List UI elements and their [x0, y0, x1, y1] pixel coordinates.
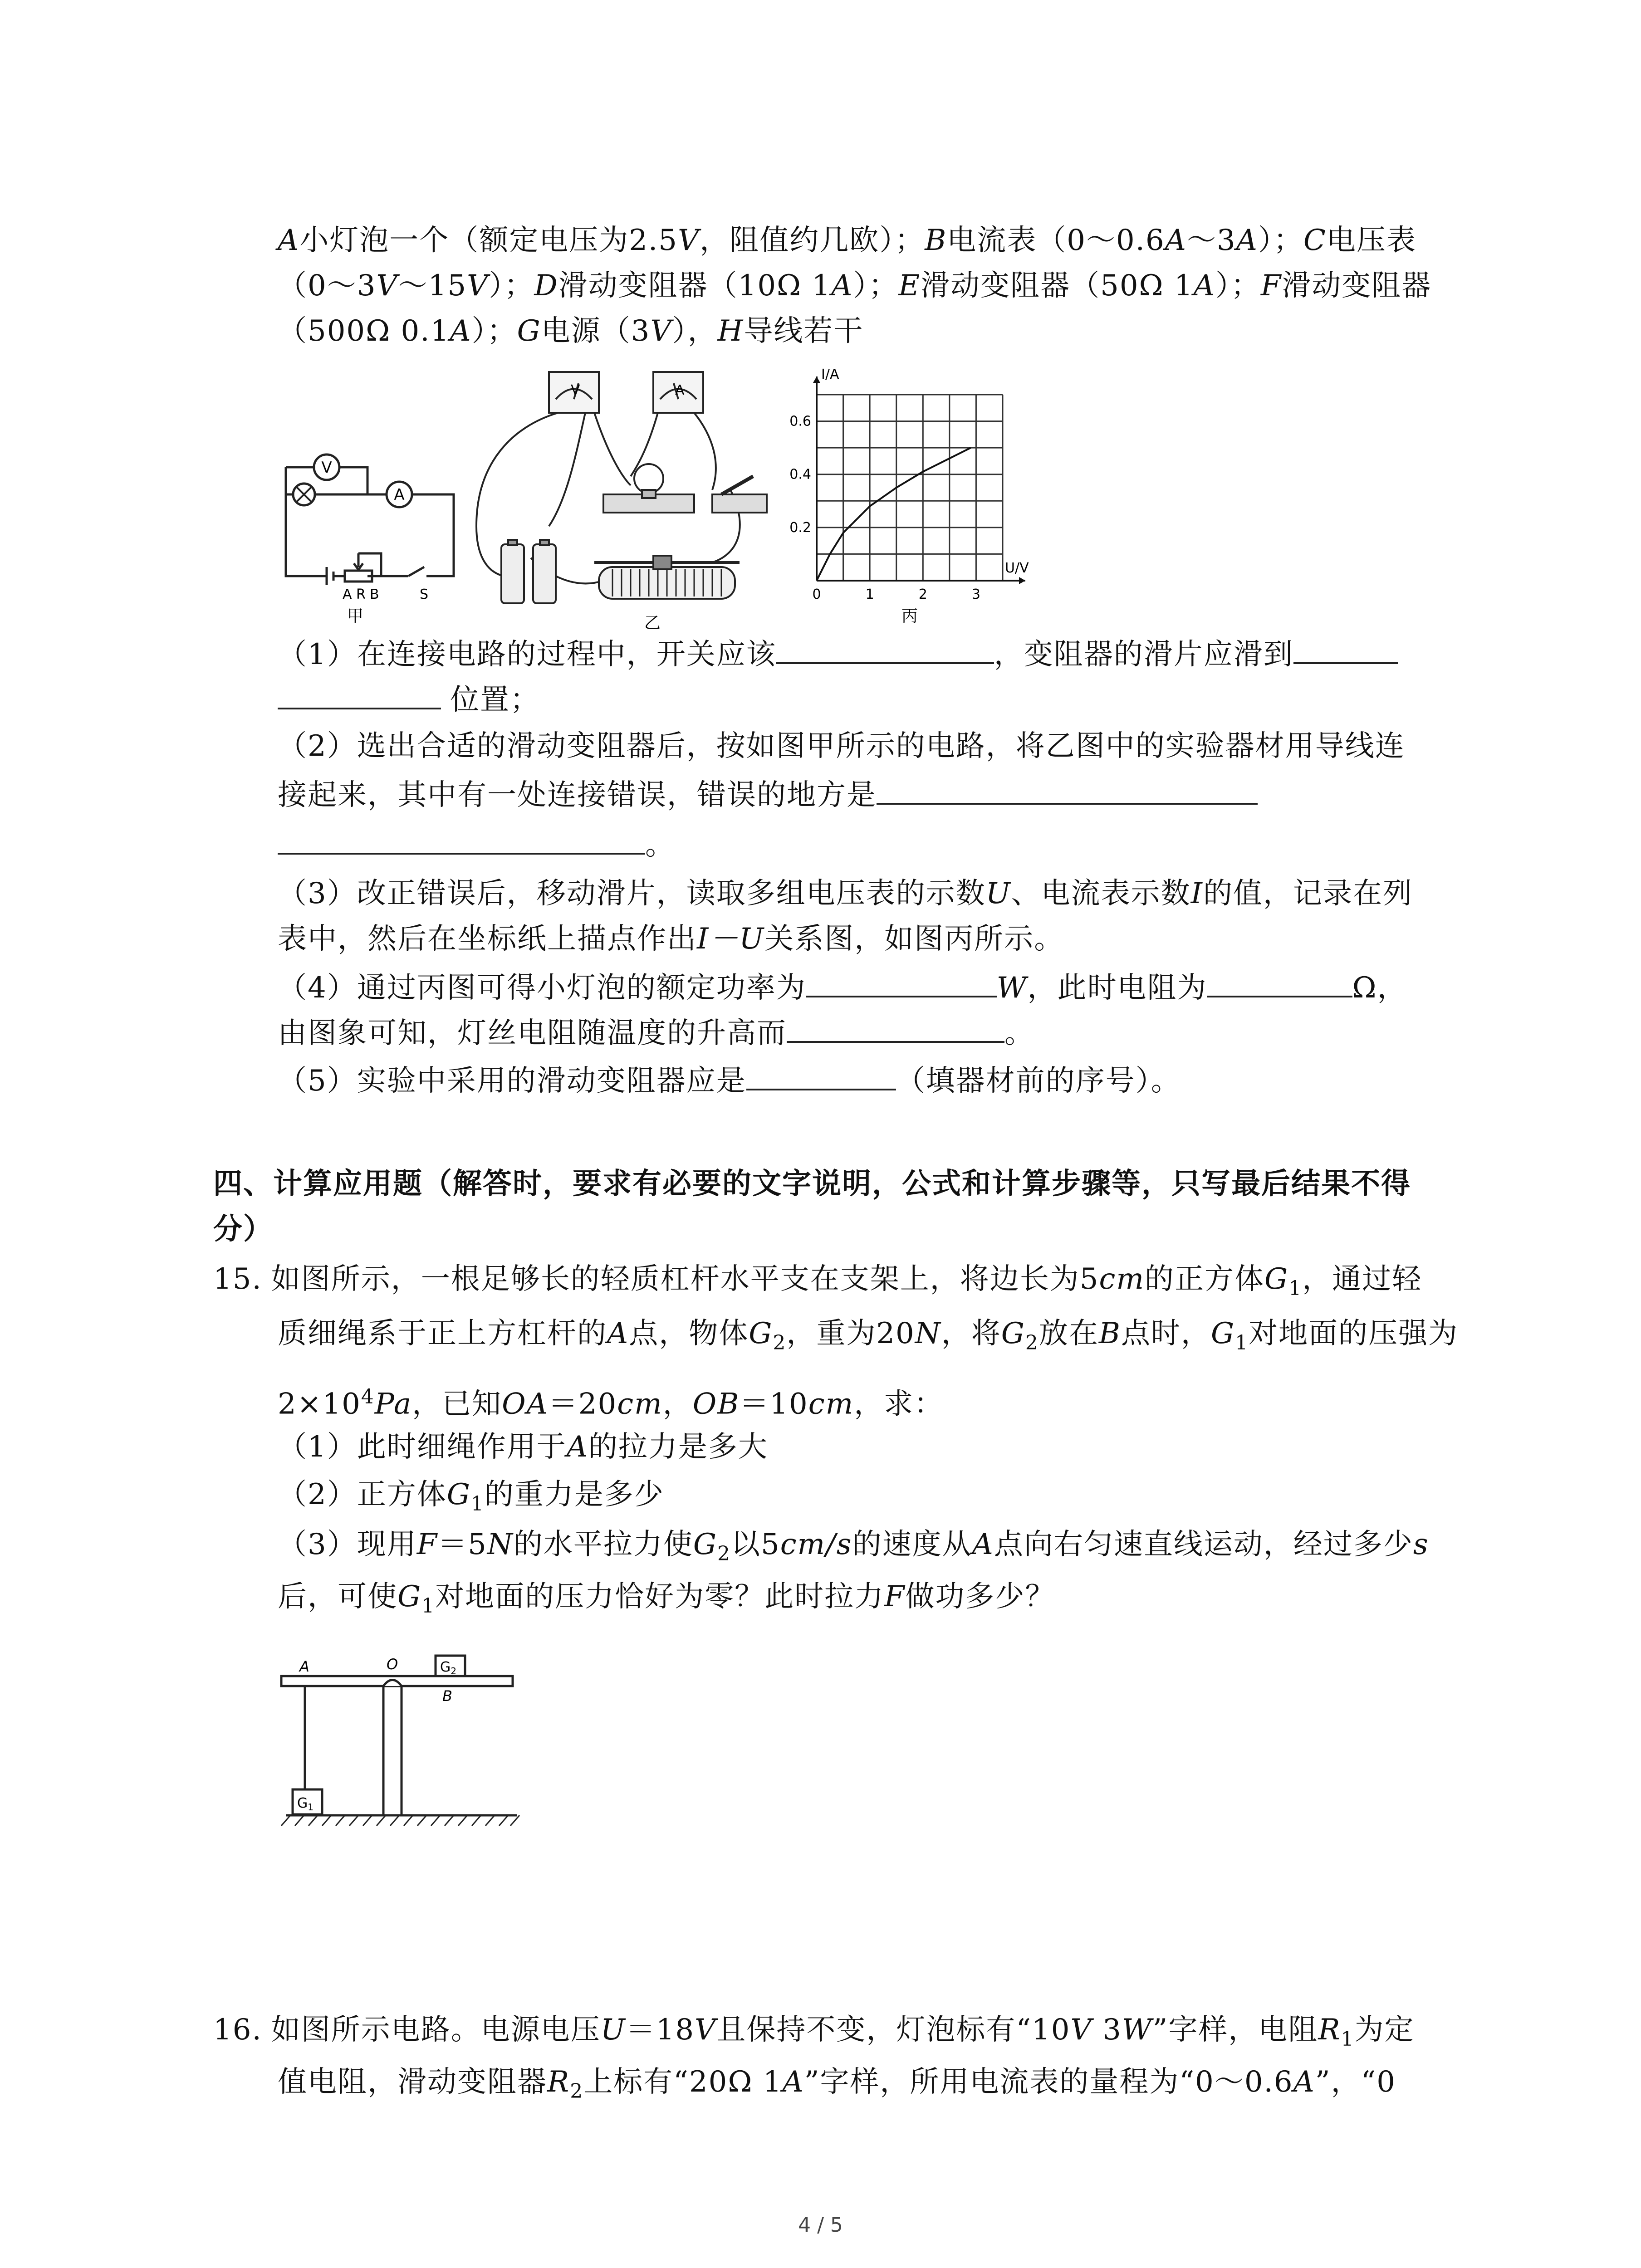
answer-blank-resistance[interactable]	[1207, 968, 1352, 997]
lever-point-o-label: O	[387, 1656, 398, 1673]
q14-part4-line1: （4）通过丙图可得小灯泡的额定功率为 W，此时电阻为 Ω，	[278, 968, 1407, 1006]
apparatus-diagram-yi	[458, 363, 785, 635]
q14-part2-line1: （2）选出合适的滑动变阻器后，按如图甲所示的电路，将乙图中的实验器材用导线连	[278, 729, 1405, 763]
point-b-label: B	[370, 587, 379, 602]
lever-g1-label: $G_1$	[297, 1795, 314, 1813]
q15-line2: 质细绳系于正上方杠杆的A点，物体$G_2$，重为20N，将$G_2$放在B点时，$G_1$对地面的压强为	[278, 1317, 1459, 1354]
q15-line3: $2\times 10^4Pa$，已知OA＝20cm，OB＝10cm，求：	[278, 1385, 944, 1421]
page-number: 4 / 5	[798, 2214, 843, 2237]
voltmeter-meter-label: V	[571, 382, 580, 398]
q15-sub1: （1）此时细绳作用于A的拉力是多大	[278, 1430, 768, 1464]
point-r-label: R	[356, 587, 366, 602]
answer-blank-resistance-trend[interactable]	[787, 1014, 1004, 1043]
answer-blank-slider-position-b[interactable]	[278, 680, 441, 709]
x-tick-label: 1	[865, 587, 874, 602]
q16-line2: 值电阻，滑动变阻器$R_2$上标有“20Ω 1A”字样，所用电流表的量程为“0～0.6A”，“0	[278, 2065, 1396, 2103]
q15-sub2: （2）正方体$G_1$的重力是多少	[278, 1478, 664, 1515]
materials-line-3: （500Ω 0.1A）；G电源（3V），H导线若干	[278, 314, 864, 348]
q15-line1: 15. 如图所示，一根足够长的轻质杠杆水平支在支架上，将边长为5cm的正方体$G_1$，通过轻	[213, 1262, 1422, 1300]
voltmeter-label: V	[321, 459, 332, 477]
q15-sub3-line2: 后，可使$G_1$对地面的压力恰好为零？此时拉力F做功多少？	[278, 1580, 1055, 1618]
answer-blank-switch-state[interactable]	[776, 635, 994, 664]
figure-label-bing: 丙	[901, 607, 918, 626]
point-a-label: A	[343, 587, 352, 602]
answer-blank-rheostat-choice[interactable]	[746, 1061, 896, 1090]
lever-point-a-label: A	[299, 1658, 309, 1675]
x-tick-label: 3	[971, 587, 980, 602]
x-axis-label: U/V	[1005, 560, 1029, 576]
answer-blank-slider-position-a[interactable]	[1293, 635, 1398, 664]
point-s-label: S	[420, 587, 429, 602]
figure-label-jia: 甲	[347, 607, 364, 626]
y-axis-label: I/A	[821, 367, 839, 382]
figure-label-yi: 乙	[644, 614, 661, 632]
q14-part1-line1: （1）在连接电路的过程中，开关应该 ，变阻器的滑片应滑到	[278, 635, 1398, 673]
lever-g2-label: $G_2$	[440, 1659, 456, 1677]
q14-part2-line3: 。	[278, 826, 675, 863]
y-tick-label: 0.6	[789, 413, 811, 430]
q14-part2-line2: 接起来，其中有一处连接错误，错误的地方是	[278, 776, 1258, 813]
q16-line1: 16. 如图所示电路。电源电压U＝18V且保持不变，灯泡标有“10V 3W”字样，电阻$R_1$为定	[213, 2013, 1415, 2051]
y-tick-label: 0.2	[789, 519, 811, 536]
y-axis-arrow	[813, 376, 820, 383]
y-tick-label: 0.4	[789, 466, 811, 483]
circuit-diagram-jia	[272, 440, 463, 631]
materials-line-2: （0～3V～15V）；D滑动变阻器（10Ω 1A）；E滑动变阻器（50Ω 1A）；F滑动变阻器	[278, 269, 1432, 303]
q14-part4-line2: 由图象可知，灯丝电阻随温度的升高而 。	[278, 1014, 1034, 1051]
q14-part3-line1: （3）改正错误后，移动滑片，读取多组电压表的示数U、电流表示数I的值，记录在列	[278, 877, 1413, 910]
answer-blank-wiring-error-b[interactable]	[278, 826, 645, 855]
x-tick-label: 2	[918, 587, 927, 602]
iu-chart	[785, 367, 1048, 631]
ammeter-meter-label: A	[675, 382, 685, 398]
ammeter-label: A	[394, 486, 405, 504]
q14-part5-line1: （5）实验中采用的滑动变阻器应是 （填器材前的序号）。	[278, 1061, 1181, 1099]
x-tick-label: 0	[812, 587, 821, 602]
q15-sub3-line1: （3）现用F＝5N的水平拉力使$G_2$以5cm/s的速度从A点向右匀速直线运动，经过多少s	[278, 1528, 1429, 1565]
materials-line-1: A小灯泡一个（额定电压为2.5V，阻值约几欧）；B电流表（0～0.6A～3A）；C电压表	[278, 224, 1416, 257]
lever-point-b-label: B	[442, 1687, 452, 1705]
answer-blank-wiring-error-a[interactable]	[877, 776, 1258, 805]
answer-blank-rated-power[interactable]	[806, 968, 997, 997]
q14-part3-line2: 表中，然后在坐标纸上描点作出I－U关系图，如图丙所示。	[278, 922, 1064, 956]
q14-part1-line2: 位置；	[278, 680, 540, 718]
lever-diagram	[272, 1633, 526, 1842]
section-4-heading-line1: 四、计算应用题（解答时，要求有必要的文字说明，公式和计算步骤等，只写最后结果不得	[213, 1167, 1411, 1201]
section-4-heading-line2: 分）	[213, 1212, 273, 1246]
x-axis-arrow	[1019, 577, 1025, 584]
iu-curve	[817, 448, 971, 581]
